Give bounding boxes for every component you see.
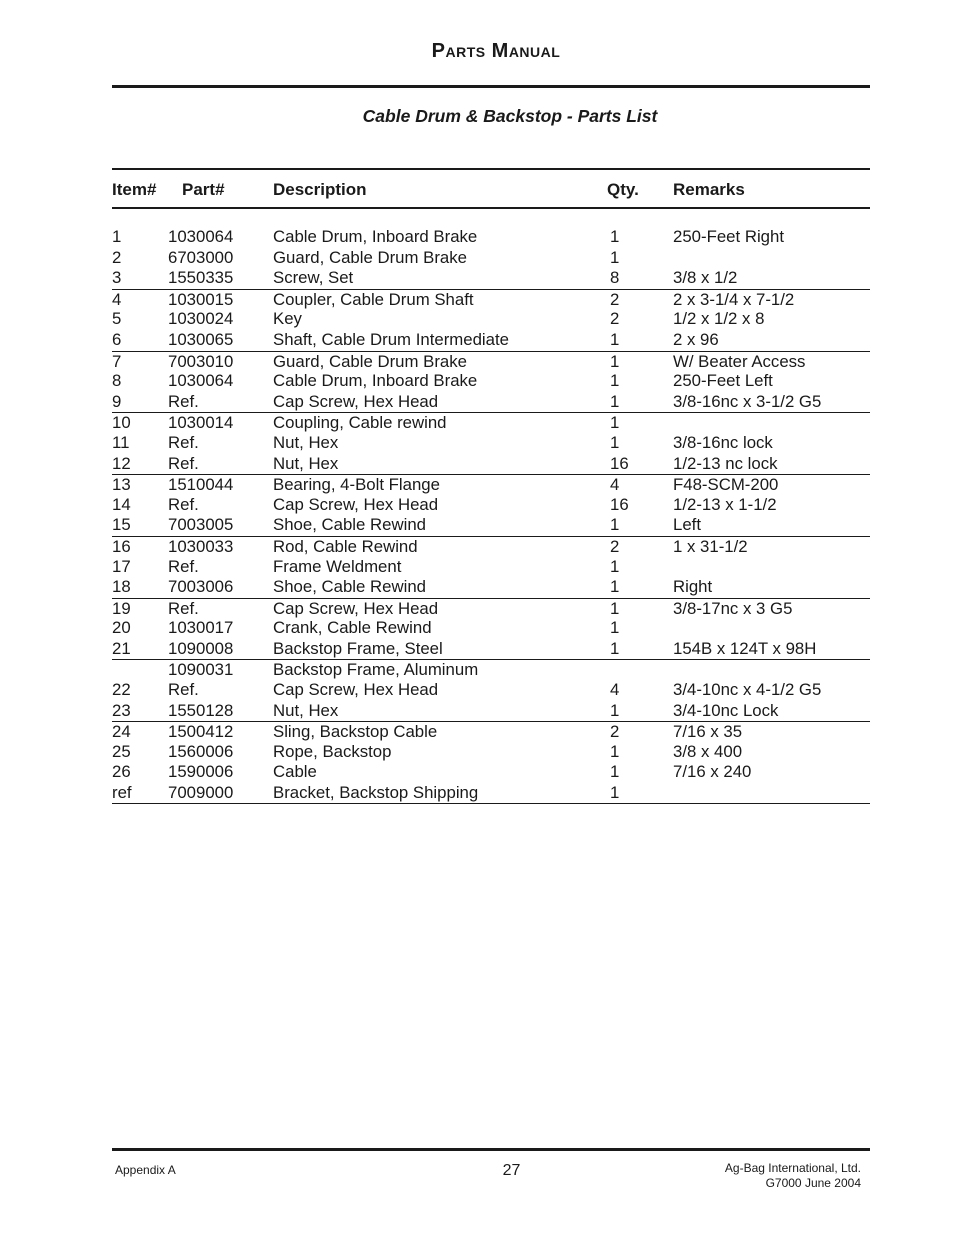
description-cell: Frame Weldment [273,556,402,576]
table-row [112,742,870,763]
table-row [112,495,870,516]
page-header-title: Parts Manual [431,40,561,62]
footer-rule [112,1148,870,1151]
item-number-cell: 3 [112,268,122,288]
quantity-cell: 1 [610,371,620,391]
table-row [112,454,870,475]
description-cell: Bracket, Backstop Shipping [273,783,479,803]
item-number-cell: 8 [112,371,122,391]
quantity-cell: 1 [610,638,620,658]
table-row [112,289,870,310]
description-cell: Guard, Cable Drum Brake [273,351,467,371]
quantity-cell: 1 [610,762,620,782]
part-number-cell: Ref. [168,598,199,618]
item-number-cell: 22 [112,680,131,700]
table-row [112,351,870,372]
item-number-cell: 25 [112,741,131,761]
remarks-cell: 154B x 124T x 98H [673,638,817,658]
quantity-cell: 2 [610,289,620,309]
description-cell: Screw, Set [273,268,354,288]
part-number-cell: Ref. [168,556,199,576]
quantity-cell: 2 [610,536,620,556]
table-row [112,577,870,598]
item-number-cell: 17 [112,556,131,576]
table-row [112,412,870,433]
table-row [112,309,870,330]
table-row [112,433,870,454]
table-row [112,268,870,289]
part-number-cell: 1560006 [168,741,234,761]
footer-company-block [725,1161,861,1191]
part-number-cell: Ref. [168,432,199,452]
description-cell: Cap Screw, Hex Head [273,680,439,700]
table-row [112,371,870,392]
item-number-cell: 19 [112,598,131,618]
remarks-cell: 250-Feet Left [673,371,773,391]
description-cell: Cap Screw, Hex Head [273,391,439,411]
remarks-cell: 3/8-16nc lock [673,432,773,452]
description-cell: Cap Screw, Hex Head [273,494,439,514]
quantity-cell: 1 [610,783,620,803]
description-cell: Shoe, Cable Rewind [273,515,426,535]
description-cell: Shaft, Cable Drum Intermediate [273,329,509,349]
item-number-cell: 16 [112,536,131,556]
description-cell: Rope, Backstop [273,741,392,761]
column-header-description: Description [273,180,367,199]
part-number-cell: 1030033 [168,536,234,556]
description-cell: Bearing, 4-Bolt Flange [273,475,440,495]
item-number-cell: 20 [112,618,131,638]
remarks-cell: 3/4-10nc Lock [673,700,779,720]
description-cell: Shoe, Cable Rewind [273,577,426,597]
quantity-cell: 8 [610,268,620,288]
description-cell: Nut, Hex [273,432,339,452]
header-rule [112,85,870,88]
quantity-cell: 4 [610,475,620,495]
item-number-cell: ref [112,783,132,803]
quantity-cell: 1 [610,741,620,761]
part-number-cell: 1030064 [168,227,234,246]
quantity-cell: 4 [610,680,620,700]
table-row [112,639,870,660]
table-row [112,762,870,783]
item-number-cell: 21 [112,638,131,658]
part-number-cell: 1030064 [168,371,234,391]
item-number-cell: 15 [112,515,131,535]
quantity-cell: 1 [610,432,620,452]
part-number-cell: 1030015 [168,289,234,309]
item-number-cell: 18 [112,577,131,597]
remarks-cell: 3/8-17nc x 3 G5 [673,598,793,618]
remarks-cell: 3/4-10nc x 4-1/2 G5 [673,680,822,700]
part-number-cell: 6703000 [168,247,234,267]
part-number-cell: 1030014 [168,413,234,433]
remarks-cell: 2 x 3-1/4 x 7-1/2 [673,289,795,309]
description-cell: Nut, Hex [273,453,339,473]
page-number: 27 [502,1162,521,1179]
quantity-cell: 1 [610,351,620,371]
remarks-cell: 250-Feet Right [673,227,785,246]
description-cell: Cable Drum, Inboard Brake [273,227,478,246]
description-cell: Backstop Frame, Aluminum [273,660,479,680]
table-row [112,701,870,722]
table-row [112,330,870,351]
remarks-cell: 1/2-13 x 1-1/2 [673,494,777,514]
item-number-cell: 12 [112,453,131,473]
part-number-cell: Ref. [168,494,199,514]
remarks-cell: 7/16 x 35 [673,722,743,742]
table-row [112,392,870,413]
part-number-cell: 7003010 [168,351,234,371]
parts-list-title: Cable Drum & Backstop - Parts List [362,106,658,126]
table-row [112,721,870,742]
quantity-cell: 1 [610,598,620,618]
part-number-cell: 1090031 [168,660,234,680]
column-header-remarks: Remarks [673,180,745,199]
quantity-cell: 1 [610,329,620,349]
column-header-qty: Qty. [607,180,639,199]
part-number-cell: 1090008 [168,638,234,658]
table-header-rule [112,207,870,209]
remarks-cell: Left [673,515,701,535]
part-number-cell: 1030024 [168,309,234,329]
table-row [112,783,870,804]
item-number-cell: 11 [112,432,130,452]
description-cell: Sling, Backstop Cable [273,722,438,742]
table-row [112,227,870,248]
part-number-cell: Ref. [168,680,199,700]
item-number-cell: 9 [112,391,122,411]
parts-table-body [112,227,870,804]
quantity-cell: 2 [610,309,620,329]
table-row [112,659,870,680]
remarks-cell: 3/8 x 1/2 [673,268,738,288]
remarks-cell: F48-SCM-200 [673,475,779,495]
description-cell: Guard, Cable Drum Brake [273,247,467,267]
part-number-cell: Ref. [168,453,199,473]
remarks-cell: 1 x 31-1/2 [673,536,748,556]
item-number-cell: 7 [112,351,122,371]
description-cell: Cable Drum, Inboard Brake [273,371,478,391]
part-number-cell: 1030017 [168,618,234,638]
description-cell: Cap Screw, Hex Head [273,598,439,618]
quantity-cell: 16 [610,453,629,473]
quantity-cell: 2 [610,722,620,742]
description-cell: Backstop Frame, Steel [273,638,443,658]
description-cell: Nut, Hex [273,700,339,720]
footer-appendix: Appendix A [115,1163,176,1177]
part-number-cell: 1500412 [168,722,234,742]
item-number-cell: 6 [112,329,122,349]
part-number-cell: Ref. [168,391,199,411]
item-number-cell: 2 [112,247,122,267]
item-number-cell: 26 [112,762,131,782]
remarks-cell: 3/8 x 400 [673,741,743,761]
item-number-cell: 5 [112,309,122,329]
remarks-cell: 2 x 96 [673,329,719,349]
quantity-cell: 1 [610,556,620,576]
item-number-cell: 1 [112,227,122,246]
table-row [112,474,870,495]
quantity-cell: 1 [610,413,620,433]
quantity-cell: 1 [610,227,620,246]
column-header-item: Item# [112,180,157,199]
quantity-cell: 1 [610,515,620,535]
description-cell: Cable [273,762,317,782]
table-row [112,557,870,578]
footer-doc-id: G7000 June 2004 [765,1176,861,1190]
quantity-cell: 1 [610,391,620,411]
description-cell: Coupling, Cable rewind [273,413,447,433]
item-number-cell: 23 [112,700,131,720]
table-row [112,618,870,639]
part-number-cell: 1550335 [168,268,234,288]
part-number-cell: 1030065 [168,329,234,349]
remarks-cell: 1/2-13 nc lock [673,453,778,473]
column-header-part: Part# [182,180,225,199]
remarks-cell: 3/8-16nc x 3-1/2 G5 [673,391,822,411]
remarks-cell: Right [673,577,713,597]
quantity-cell: 1 [610,700,620,720]
item-number-cell: 14 [112,494,131,514]
remarks-cell: W/ Beater Access [673,351,806,371]
description-cell: Rod, Cable Rewind [273,536,418,556]
table-top-rule [112,168,870,170]
remarks-cell: 1/2 x 1/2 x 8 [673,309,765,329]
table-row [112,680,870,701]
quantity-cell: 1 [610,618,620,638]
part-number-cell: 1590006 [168,762,234,782]
quantity-cell: 1 [610,577,620,597]
table-row [112,248,870,269]
item-number-cell: 24 [112,722,131,742]
footer-company: Ag-Bag International, Ltd. [724,1161,861,1175]
part-number-cell: 7003005 [168,515,234,535]
description-cell: Key [273,309,302,329]
part-number-cell: 1510044 [168,475,234,495]
remarks-cell: 7/16 x 240 [673,762,752,782]
quantity-cell: 16 [610,494,629,514]
item-number-cell: 10 [112,413,131,433]
part-number-cell: 1550128 [168,700,234,720]
description-cell: Crank, Cable Rewind [273,618,432,638]
quantity-cell: 1 [610,247,620,267]
table-row [112,598,870,619]
part-number-cell: 7003006 [168,577,234,597]
table-row [112,515,870,536]
item-number-cell: 4 [112,289,122,309]
description-cell: Coupler, Cable Drum Shaft [273,289,474,309]
part-number-cell: 7009000 [168,783,234,803]
table-row [112,536,870,557]
item-number-cell: 13 [112,475,131,495]
